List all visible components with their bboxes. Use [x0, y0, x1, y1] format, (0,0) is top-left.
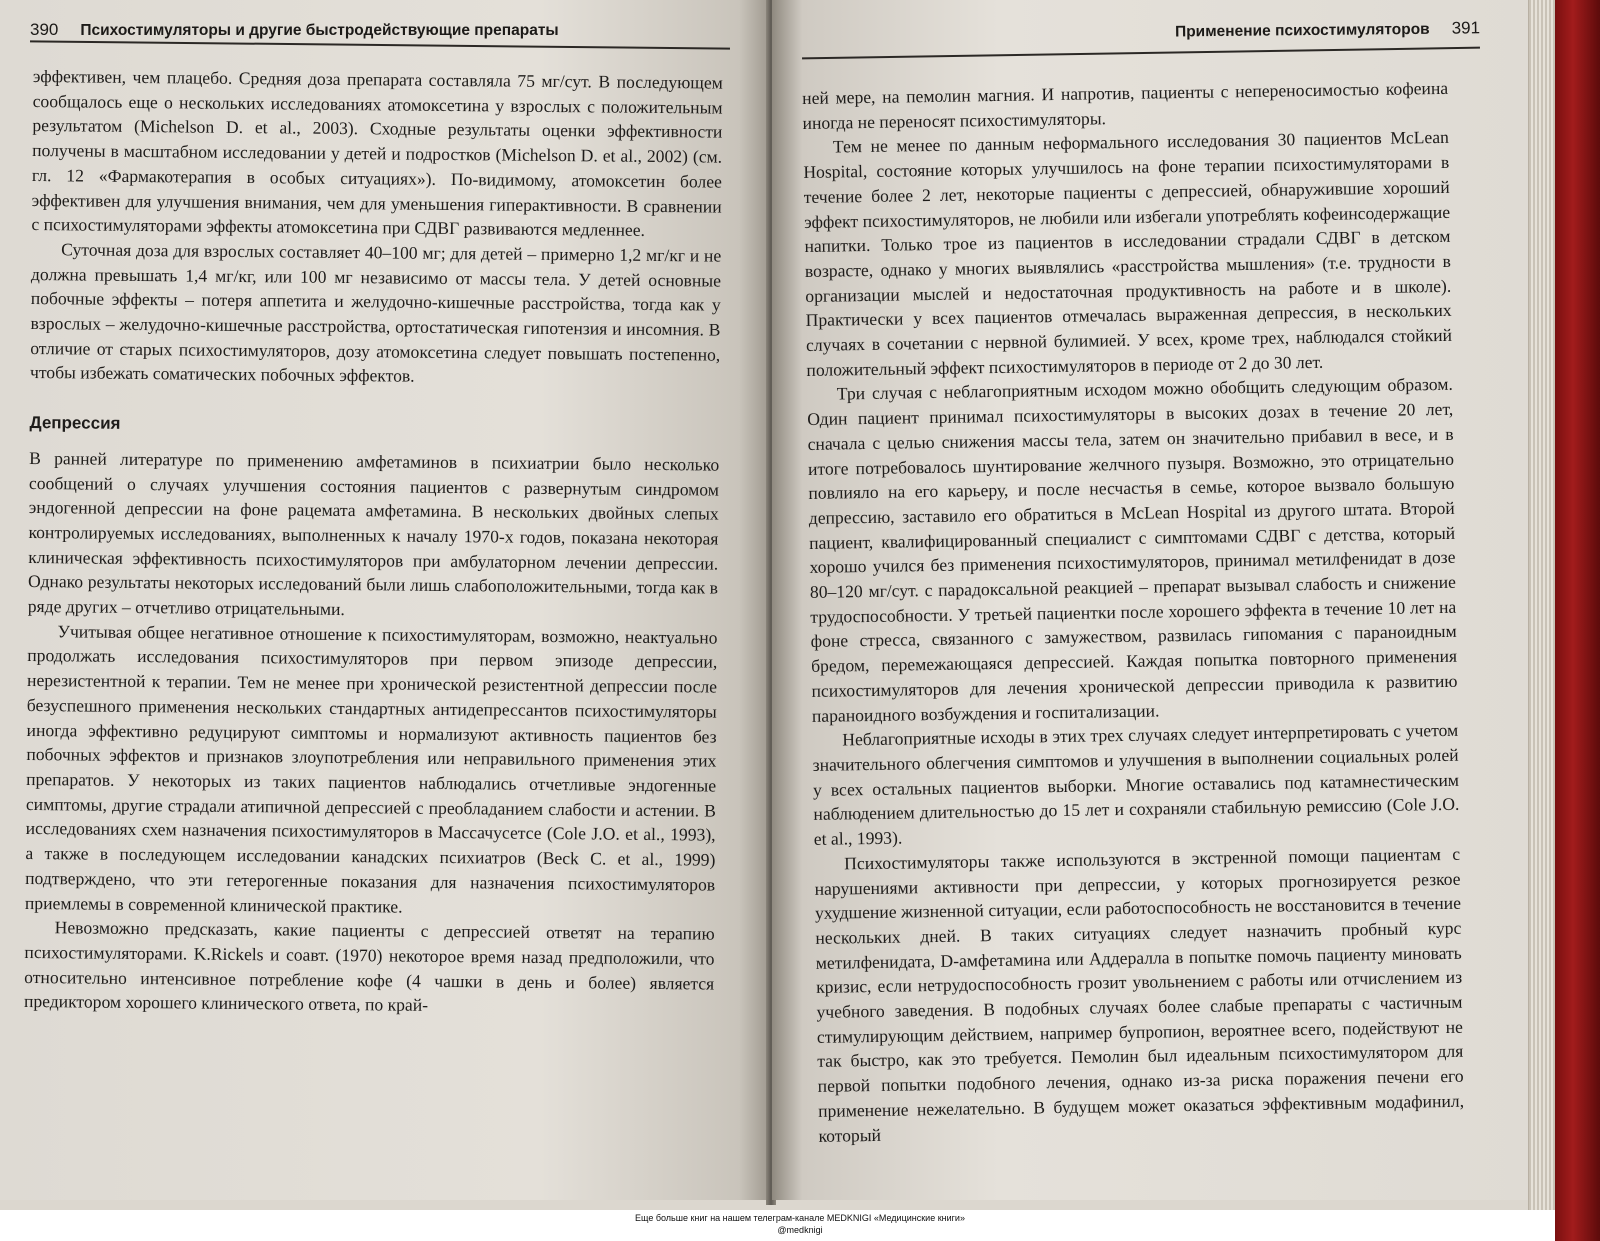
right-running-head-title: Применение психостимуляторов [1174, 20, 1430, 41]
watermark-footer [0, 1212, 1600, 1236]
right-body-text [802, 76, 1465, 1148]
left-running-head [30, 10, 730, 40]
paragraph: В ранней литературе по применению амфетаминов в психиатрии было несколько сообщений о случаях улучшения состояния пациентов с развернутым синдромом эндогенной депрессии на фоне рацемата амфетамина. В нескольких двойных слепых контролируемых исследованиях, выполненных к началу 1970-х годов, показана некоторая клиническая эффективность психостимуляторов при амбулаторном лечении депрессии. Однако результаты некоторых исследований были лишь слабоположительными, тогда как в ряде других – отчетливо отрицательными. [27, 447, 720, 620]
left-page-number: 390 [30, 20, 59, 39]
paragraph: ней мере, на пемолин магния. И напротив, пациенты с непереносимостью кофеина иногда не переносят психостимуляторы. [802, 77, 1449, 133]
paragraph: Суточная доза для взрослых составляет 40–100 мг; для детей – примерно 1,2 мг/кг и не должна превышать 1,4 мг/кг, или 100 мг независимо от массы тела. У детей основные побочные эффекты – потеря аппетита и желудочно-кишечные расстройства, тогда как у взрослых – желудочно-кишечные расстройства, ортостатическая гипотензия и инсомния. В отличие от старых психостимуляторов, дозу атомоксетина следует повышать постепенно, чтобы избежать соматических побочных эффектов. [29, 239, 722, 387]
footer-line-2: @medknigi [777, 1225, 823, 1235]
book-cover-edge [1555, 0, 1600, 1241]
right-page-number: 391 [1451, 18, 1481, 38]
paragraph: Невозможно предсказать, какие пациенты с депрессией ответят на терапию психостимуляторами. K.Rickels и соавт. (1970) некоторое время назад предположили, что относительно интенсивное потребление кофе (4 чашки в день и более) является предиктором хорошего клинического ответа, по край- [23, 917, 715, 1016]
paragraph: Учитывая общее негативное отношение к психостимуляторам, возможно, неактуально продолжать исследования психостимуляторов при первом эпизоде депрессии, нерезистентной к терапии. Тем не менее при хронической резистентной депрессии после безуспешного применения нескольких стандартных антидепрессантов психостимуляторы иногда эффективно редуцируют симптомы и нормализуют активность пациентов без побочных эффектов и признаков злоупотребления или неправильного применения этих препаратов. У некоторых из таких пациентов наблюдались отчетливые эндогенные симптомы, другие страдали атипичной депрессией с преобладанием слабости и астении. В исследованиях схем назначения психостимуляторов в Массачусетсе (Cole J.O. et al., 1993), а также в последующем исследовании канадских психиатров (Beck C. et al., 1999) подтверждено, что эти гетерогенные показания для назначения психостимуляторов приемлемы в современной клинической практике. [24, 621, 718, 917]
left-running-head-title: Психостимуляторы и другие быстродействующие препараты [80, 22, 559, 39]
paragraph: Неблагоприятные исходы в этих трех случаях следует интерпретировать с учетом значительного облегчения симптомов и улучшения в выполнении социальных ролей у всех остальных пациентов выборки. Многие оставались под катамнестическим наблюдением длительностью до 15 лет и сохраняли стабильную ремиссию (Cole J.O. et al., 1993). [812, 720, 1460, 849]
section-heading: Депрессия [29, 413, 121, 433]
footer-line-1: Еще больше книг на нашем телеграм-канале MEDKNIGI «Медицинские книги» [635, 1213, 965, 1223]
right-page [772, 0, 1528, 1200]
left-body-text [24, 64, 723, 1021]
paragraph: Тем не менее по данным неформального исследования 30 пациентов McLean Hospital, состояние которых улучшилось на фоне терапии психостимуляторами в течение более 2 лет, некоторые пациенты с депрессией, обнаружившие хороший эффект психостимуляторов, не любили или избегали употреблять кофеинсодержащие напитки. Только трое из пациентов в исследовании страдали СДВГ в детском возрасте, однако у многих выявлялись «расстройства мышления» (т.е. трудности в организации мыслей и недостаточная продуктивность на работе и в школе). Практически у всех пациентов отмечалась выраженная депрессия, в нескольких случаях в сочетании с нервной булимией. У всех, кроме трех, наблюдался стойкий положительный эффект психостимуляторов в периоде от 2 до 30 лет. [803, 127, 1453, 380]
right-header-rule [802, 47, 1480, 60]
paragraph: Три случая с неблагоприятным исходом можно обобщить следующим образом. Один пациент принимал психостимуляторы в высоких дозах в течение 20 лет, сначала с целью снижения массы тела, затем он значительно прибавил в весе, и в итоге потребовалось шунтирование желчного пузыря. Возможно, это отрицательно повлияло на его карьеру, и после несчастья в семье, которое вызвало большую депрессию, заставило его обратиться в McLean Hospital из другого штата. Второй пациент, квалифицированный специалист с симптомами СДВГ с детства, который хорошо учился без применения психостимуляторов, принимал метилфенидат в дозе 80–120 мг/сут. с парадоксальной реакцией – препарат вызывал слабость и снижение трудоспособности. У третьей пациентки после хорошего эффекта в течение 10 лет на фоне стресса, связанного с замужеством, развилась гипомания с параноидным бредом, перемежающаяся депрессией. Каждая попытка повторного применения психостимуляторов для лечения хронической депрессии приводила к развитию параноидного возбуждения и госпитализации. [807, 374, 1458, 726]
paragraph: эффективен, чем плацебо. Средняя доза препарата составляла 75 мг/сут. В последующем сообщалось еще о нескольких исследованиях атомоксетина у взрослых с положительным результатом (Michelson D. et al., 2003). Сходные результаты оценки эффективности получены в масштабном исследовании у детей и подростков (Michelson D. et al., 2002) (см. гл. 12 «Фармакотерапия в особых ситуациях»). По-видимому, атомоксетин более эффективен для улучшения внимания, чем для уменьшения гиперактивности. В сравнении с психостимуляторами эффекты атомоксетина при СДВГ развиваются медленнее. [31, 65, 723, 241]
left-header-rule [30, 40, 730, 49]
paragraph: Психостимуляторы также используются в экстренной помощи пациентам с нарушениями активности при депрессии, у которых прогнозируется резкое ухудшение жизненной ситуации, если работоспособность не восстановится в течение нескольких дней. В таких ситуациях следует назначить пробный курс метилфенидата, D-амфетамина или Аддералла в попытке помочь пациенту миновать кризис, если нетрудоспособность грозит увольнением с работы или отчислением из учебного заведения. В подобных случаях более слабые препараты с частичным стимулирующим действием, например бупропион, вероятнее всего, подействуют не так быстро, как это требуется. Пемолин был идеальным психостимулятором для первой попытки подобного лечения, однако из-за риска поражения печени его применение нежелательно. В будущем может оказаться эффективным модафинил, который [814, 843, 1465, 1146]
right-running-head [1152, 8, 1480, 41]
left-page [0, 0, 770, 1200]
